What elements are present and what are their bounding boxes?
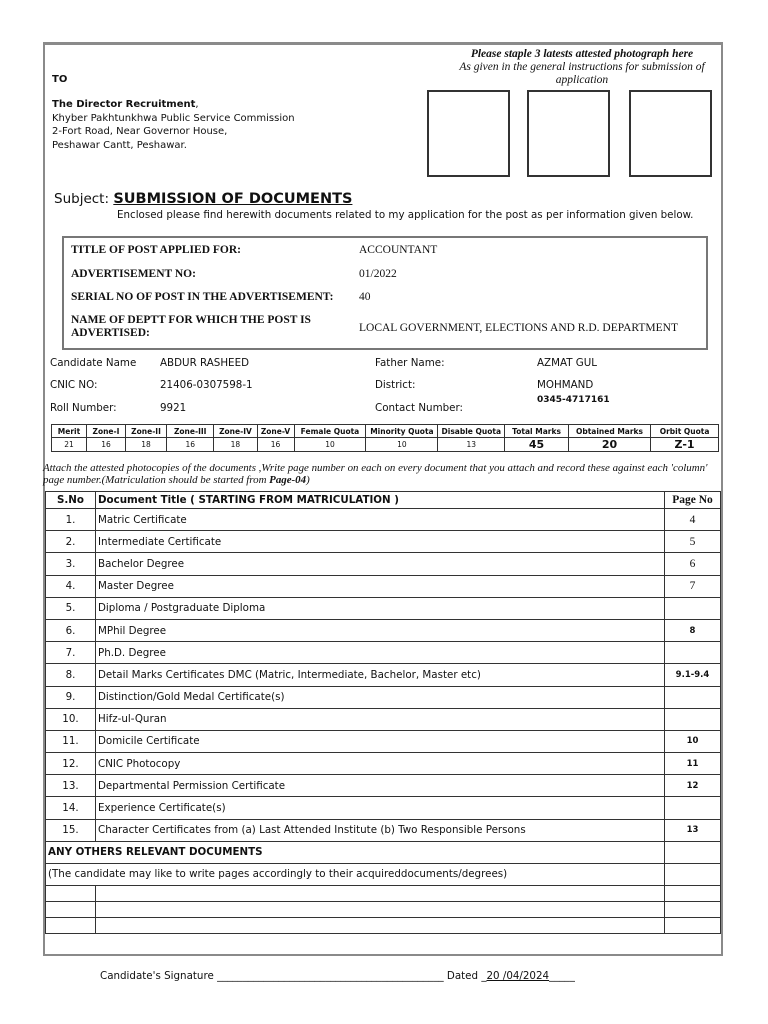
signature-line: Candidate's Signature ____________________________________________ Dated _20 /04/2024_____ bbox=[100, 970, 575, 982]
others-note-page-cell[interactable] bbox=[665, 863, 721, 885]
post-title-value: ACCOUNTANT bbox=[359, 244, 438, 256]
signature-date: 20 /04/2024 bbox=[486, 970, 550, 982]
blank-cell[interactable] bbox=[96, 885, 665, 901]
document-page-no[interactable] bbox=[665, 708, 721, 730]
document-title: Hifz-ul-Quran bbox=[96, 708, 665, 730]
blank-cell[interactable] bbox=[96, 917, 665, 933]
document-row bbox=[46, 753, 721, 775]
candidate-name-label: Candidate Name bbox=[50, 357, 137, 369]
merit-value-cell: 10 bbox=[294, 438, 366, 452]
document-title: CNIC Photocopy bbox=[96, 753, 665, 775]
contact-number-label: Contact Number: bbox=[375, 402, 463, 414]
department-label: NAME OF DEPTT FOR WHICH THE POST IS ADVERTISED: bbox=[71, 314, 311, 339]
photo-note-heading: Please staple 3 latests attested photograph here bbox=[470, 48, 694, 60]
department-value: LOCAL GOVERNMENT, ELECTIONS AND R.D. DEPARTMENT bbox=[359, 322, 678, 334]
advertisement-label: ADVERTISEMENT NO: bbox=[71, 268, 196, 280]
document-row bbox=[46, 597, 721, 619]
document-title: Intermediate Certificate bbox=[96, 531, 665, 553]
document-title: Domicile Certificate bbox=[96, 730, 665, 752]
contact-number-value: 0345-4717161 bbox=[537, 395, 610, 405]
candidate-name-value: ABDUR RASHEED bbox=[160, 357, 250, 369]
merit-header-cell: Disable Quota bbox=[438, 425, 505, 438]
document-page-no[interactable]: 7 bbox=[665, 575, 721, 597]
document-sno: 3. bbox=[46, 553, 96, 575]
documents-table bbox=[45, 491, 721, 934]
document-page-no[interactable]: 10 bbox=[665, 730, 721, 752]
serial-value: 40 bbox=[359, 291, 371, 303]
attach-instructions bbox=[43, 462, 727, 486]
photo-box-3 bbox=[629, 90, 712, 177]
document-title: Matric Certificate bbox=[96, 509, 665, 531]
document-sno: 4. bbox=[46, 575, 96, 597]
application-form bbox=[43, 42, 723, 956]
merit-header-cell: Total Marks bbox=[505, 425, 569, 438]
document-title: Diploma / Postgraduate Diploma bbox=[96, 597, 665, 619]
merit-value-cell: 18 bbox=[125, 438, 166, 452]
header-page-no: Page No bbox=[665, 492, 721, 509]
document-title: Character Certificates from (a) Last Attended Institute (b) Two Responsible Persons bbox=[96, 819, 665, 841]
document-row bbox=[46, 775, 721, 797]
merit-header-cell: Zone-V bbox=[257, 425, 294, 438]
merit-header-cell: Zone-III bbox=[167, 425, 214, 438]
merit-value-cell: 45 bbox=[505, 438, 569, 452]
document-page-no[interactable]: 8 bbox=[665, 619, 721, 641]
cnic-value: 21406-0307598-1 bbox=[160, 379, 253, 391]
merit-value-cell: 16 bbox=[167, 438, 214, 452]
others-note-row bbox=[46, 863, 721, 885]
post-details-box bbox=[62, 236, 708, 350]
district-value: MOHMAND bbox=[537, 379, 594, 391]
photo-instructions bbox=[437, 48, 727, 87]
merit-value-cell: 18 bbox=[214, 438, 257, 452]
blank-cell[interactable] bbox=[46, 885, 96, 901]
document-sno: 2. bbox=[46, 531, 96, 553]
document-row bbox=[46, 708, 721, 730]
father-name-value: AZMAT GUL bbox=[537, 357, 598, 369]
document-title: Experience Certificate(s) bbox=[96, 797, 665, 819]
document-title: Distinction/Gold Medal Certificate(s) bbox=[96, 686, 665, 708]
document-row bbox=[46, 730, 721, 752]
documents-header-row bbox=[46, 492, 721, 509]
merit-header-cell: Obtained Marks bbox=[568, 425, 650, 438]
document-page-no[interactable]: 12 bbox=[665, 775, 721, 797]
document-sno: 8. bbox=[46, 664, 96, 686]
enclosed-text: Enclosed please find herewith documents related to my application for the post as per information given below. bbox=[117, 209, 694, 221]
header-document-title: Document Title ( STARTING FROM MATRICULATION ) bbox=[96, 492, 665, 509]
document-row bbox=[46, 575, 721, 597]
merit-header-cell: Female Quota bbox=[294, 425, 366, 438]
serial-label: SERIAL NO OF POST IN THE ADVERTISEMENT: bbox=[71, 291, 334, 303]
others-page-cell[interactable] bbox=[665, 841, 721, 863]
document-sno: 13. bbox=[46, 775, 96, 797]
blank-row bbox=[46, 917, 721, 933]
document-sno: 14. bbox=[46, 797, 96, 819]
document-row bbox=[46, 797, 721, 819]
attach-close: ) bbox=[306, 474, 310, 486]
merit-value-cell: 13 bbox=[438, 438, 505, 452]
photo-note-subtext: As given in the general instructions for submission of application bbox=[459, 61, 705, 86]
merit-value-cell: Z-1 bbox=[651, 438, 719, 452]
advertisement-value: 01/2022 bbox=[359, 268, 397, 280]
merit-header-cell: Zone-IV bbox=[214, 425, 257, 438]
blank-cell[interactable] bbox=[665, 885, 721, 901]
document-page-no[interactable]: 4 bbox=[665, 509, 721, 531]
others-note: (The candidate may like to write pages accordingly to their acquireddocuments/degrees) bbox=[46, 863, 665, 885]
others-heading-row bbox=[46, 841, 721, 863]
merit-value-cell: 16 bbox=[86, 438, 125, 452]
document-sno: 12. bbox=[46, 753, 96, 775]
merit-header-cell: Merit bbox=[52, 425, 87, 438]
roll-number-label: Roll Number: bbox=[50, 402, 117, 414]
document-page-no[interactable]: 11 bbox=[665, 753, 721, 775]
post-title-label: TITLE OF POST APPLIED FOR: bbox=[71, 244, 241, 256]
others-heading: ANY OTHERS RELEVANT DOCUMENTS bbox=[46, 841, 665, 863]
document-row bbox=[46, 531, 721, 553]
document-row bbox=[46, 819, 721, 841]
photo-box-2 bbox=[527, 90, 610, 177]
document-page-no[interactable] bbox=[665, 642, 721, 664]
merit-values-row bbox=[52, 438, 719, 452]
signature-label: Candidate's Signature bbox=[100, 970, 214, 982]
document-sno: 6. bbox=[46, 619, 96, 641]
header-sno: S.No bbox=[46, 492, 96, 509]
document-page-no[interactable]: 9.1-9.4 bbox=[665, 664, 721, 686]
merit-value-cell: 16 bbox=[257, 438, 294, 452]
attach-text: Attach the attested photocopies of the documents ,Write page number on each on every document that you attach and record these against each 'column' page number.(Matriculation should be started from bbox=[43, 462, 708, 486]
blank-cell[interactable] bbox=[665, 901, 721, 917]
merit-table bbox=[51, 424, 719, 452]
merit-value-cell: 10 bbox=[366, 438, 438, 452]
document-page-no[interactable] bbox=[665, 597, 721, 619]
merit-value-cell: 21 bbox=[52, 438, 87, 452]
photo-box-1 bbox=[427, 90, 510, 177]
document-row bbox=[46, 642, 721, 664]
document-title: Detail Marks Certificates DMC (Matric, Intermediate, Bachelor, Master etc) bbox=[96, 664, 665, 686]
blank-cell[interactable] bbox=[46, 901, 96, 917]
merit-header-row bbox=[52, 425, 719, 438]
document-sno: 11. bbox=[46, 730, 96, 752]
address-line-3: Peshawar Cantt, Peshawar. bbox=[52, 139, 187, 151]
blank-row bbox=[46, 885, 721, 901]
merit-value-cell: 20 bbox=[568, 438, 650, 452]
roll-number-value: 9921 bbox=[160, 402, 187, 414]
document-row bbox=[46, 509, 721, 531]
document-title: MPhil Degree bbox=[96, 619, 665, 641]
document-page-no[interactable]: 5 bbox=[665, 531, 721, 553]
signature-blank: ____________________________________________ bbox=[217, 970, 444, 982]
document-page-no[interactable]: 13 bbox=[665, 819, 721, 841]
blank-cell[interactable] bbox=[665, 917, 721, 933]
subject-line bbox=[54, 191, 352, 207]
merit-header-cell: Minority Quota bbox=[366, 425, 438, 438]
district-label: District: bbox=[375, 379, 416, 391]
document-row bbox=[46, 553, 721, 575]
document-sno: 7. bbox=[46, 642, 96, 664]
document-row bbox=[46, 686, 721, 708]
addressee-title: The Director Recruitment bbox=[52, 99, 196, 110]
document-page-no[interactable]: 6 bbox=[665, 553, 721, 575]
blank-row bbox=[46, 901, 721, 917]
document-title: Master Degree bbox=[96, 575, 665, 597]
cnic-label: CNIC NO: bbox=[50, 379, 98, 391]
address-block: The Director Recruitment, Khyber Pakhtunkhwa Public Service Commission 2-Fort Road, Near Governor House, Peshawar Cantt, Peshawar. bbox=[52, 99, 295, 151]
document-page-no[interactable] bbox=[665, 686, 721, 708]
document-title: Departmental Permission Certificate bbox=[96, 775, 665, 797]
document-page-no[interactable] bbox=[665, 797, 721, 819]
subject-label: Subject: bbox=[54, 191, 110, 207]
dated-label: Dated bbox=[446, 970, 479, 982]
blank-cell[interactable] bbox=[96, 901, 665, 917]
attach-page-ref: Page-04 bbox=[269, 474, 307, 486]
document-title: Bachelor Degree bbox=[96, 553, 665, 575]
document-title: Ph.D. Degree bbox=[96, 642, 665, 664]
father-name-label: Father Name: bbox=[375, 357, 445, 369]
document-sno: 9. bbox=[46, 686, 96, 708]
document-sno: 15. bbox=[46, 819, 96, 841]
document-sno: 5. bbox=[46, 597, 96, 619]
merit-header-cell: Zone-II bbox=[125, 425, 166, 438]
subject-title: SUBMISSION OF DOCUMENTS bbox=[113, 191, 353, 207]
document-row bbox=[46, 664, 721, 686]
to-label: TO bbox=[52, 74, 68, 85]
document-row bbox=[46, 619, 721, 641]
blank-cell[interactable] bbox=[46, 917, 96, 933]
document-sno: 1. bbox=[46, 509, 96, 531]
merit-header-cell: Zone-I bbox=[86, 425, 125, 438]
document-sno: 10. bbox=[46, 708, 96, 730]
address-line-1: Khyber Pakhtunkhwa Public Service Commission bbox=[52, 112, 295, 124]
merit-header-cell: Orbit Quota bbox=[651, 425, 719, 438]
address-line-2: 2-Fort Road, Near Governor House, bbox=[52, 126, 228, 137]
